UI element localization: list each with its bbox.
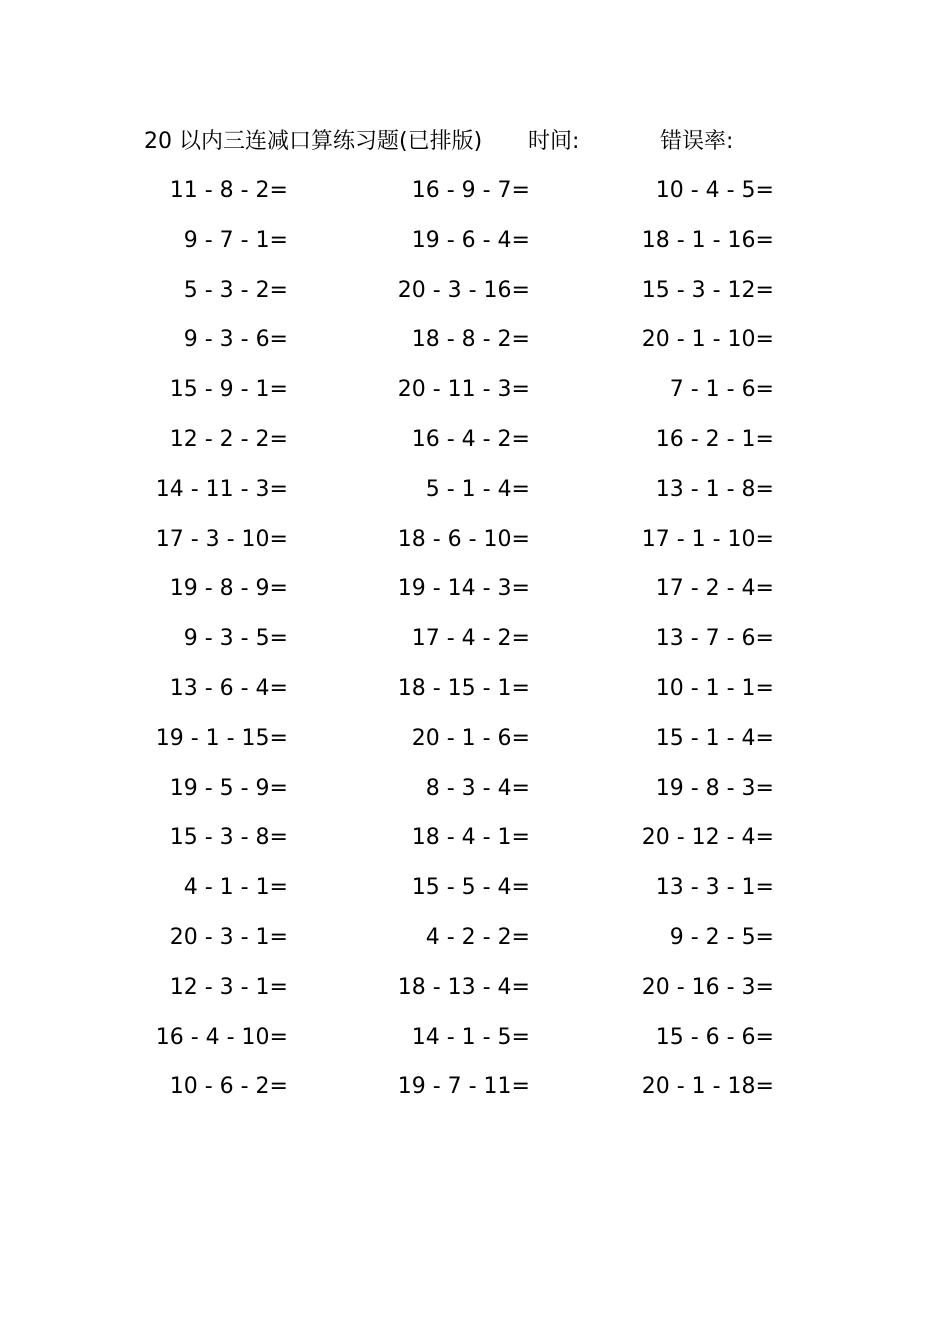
problem-cell: 18 - 13 - 4= — [397, 974, 530, 1000]
problem-row — [0, 666, 950, 716]
problem-cell: 19 - 6 - 4= — [411, 227, 530, 253]
error-rate-label: 错误率: — [660, 129, 734, 154]
problem-cell: 4 - 2 - 2= — [425, 924, 530, 950]
problem-cell: 18 - 1 - 16= — [641, 227, 774, 253]
problem-cell: 16 - 4 - 10= — [155, 1024, 288, 1050]
problem-cell: 10 - 6 - 2= — [169, 1074, 288, 1100]
problem-row — [0, 517, 950, 567]
problem-cell: 19 - 14 - 3= — [397, 576, 530, 602]
problem-cell: 17 - 4 - 2= — [411, 626, 530, 652]
problem-row — [0, 716, 950, 766]
problem-row — [0, 268, 950, 318]
problem-cell: 19 - 5 - 9= — [169, 775, 288, 801]
problem-cell: 7 - 1 - 6= — [669, 377, 774, 403]
problem-grid — [0, 168, 950, 1114]
problem-cell: 9 - 7 - 1= — [183, 227, 288, 253]
problem-cell: 20 - 3 - 1= — [169, 924, 288, 950]
problem-cell: 19 - 1 - 15= — [155, 725, 288, 751]
problem-cell: 16 - 9 - 7= — [411, 178, 530, 203]
problem-cell: 9 - 3 - 6= — [183, 327, 288, 353]
problem-cell: 19 - 8 - 9= — [169, 576, 288, 602]
problem-cell: 20 - 1 - 10= — [641, 327, 774, 353]
problem-row — [0, 168, 950, 218]
problem-cell: 16 - 2 - 1= — [655, 426, 774, 452]
problem-cell: 10 - 4 - 5= — [655, 178, 774, 203]
problem-cell: 15 - 6 - 6= — [655, 1024, 774, 1050]
problem-cell: 18 - 6 - 10= — [397, 526, 530, 552]
problem-cell: 5 - 3 - 2= — [183, 277, 288, 303]
problem-cell: 20 - 11 - 3= — [397, 377, 530, 403]
problem-cell: 11 - 8 - 2= — [169, 178, 288, 203]
problem-cell: 9 - 2 - 5= — [669, 924, 774, 950]
problem-cell: 20 - 1 - 6= — [411, 725, 530, 751]
problem-row — [0, 1064, 950, 1114]
problem-row — [0, 915, 950, 965]
problem-cell: 19 - 7 - 11= — [397, 1074, 530, 1100]
problem-row — [0, 367, 950, 417]
problem-row — [0, 317, 950, 367]
problem-cell: 15 - 3 - 12= — [641, 277, 774, 303]
problem-cell: 20 - 3 - 16= — [397, 277, 530, 303]
problem-cell: 17 - 1 - 10= — [641, 526, 774, 552]
problem-cell: 9 - 3 - 5= — [183, 626, 288, 652]
problem-row — [0, 616, 950, 666]
problem-row — [0, 965, 950, 1015]
problem-cell: 12 - 2 - 2= — [169, 426, 288, 452]
problem-row — [0, 865, 950, 915]
problem-cell: 8 - 3 - 4= — [425, 775, 530, 801]
problem-cell: 18 - 8 - 2= — [411, 327, 530, 353]
problem-cell: 20 - 1 - 18= — [641, 1074, 774, 1100]
problem-cell: 18 - 4 - 1= — [411, 825, 530, 851]
problem-cell: 13 - 6 - 4= — [169, 675, 288, 701]
problem-cell: 13 - 1 - 8= — [655, 476, 774, 502]
problem-cell: 12 - 3 - 1= — [169, 974, 288, 1000]
worksheet-title: 20 以内三连减口算练习题(已排版) — [144, 129, 483, 154]
problem-cell: 14 - 11 - 3= — [155, 476, 288, 502]
problem-cell: 4 - 1 - 1= — [183, 875, 288, 901]
problem-cell: 15 - 5 - 4= — [411, 875, 530, 901]
problem-row — [0, 218, 950, 268]
problem-cell: 18 - 15 - 1= — [397, 675, 530, 701]
time-label: 时间: — [528, 129, 580, 154]
problem-cell: 17 - 2 - 4= — [655, 576, 774, 602]
problem-cell: 13 - 7 - 6= — [655, 626, 774, 652]
problem-cell: 15 - 3 - 8= — [169, 825, 288, 851]
problem-row — [0, 467, 950, 517]
problem-cell: 14 - 1 - 5= — [411, 1024, 530, 1050]
problem-cell: 20 - 16 - 3= — [641, 974, 774, 1000]
problem-cell: 17 - 3 - 10= — [155, 526, 288, 552]
problem-cell: 5 - 1 - 4= — [425, 476, 530, 502]
problem-cell: 19 - 8 - 3= — [655, 775, 774, 801]
problem-cell: 13 - 3 - 1= — [655, 875, 774, 901]
problem-row — [0, 417, 950, 467]
problem-cell: 15 - 9 - 1= — [169, 377, 288, 403]
problem-row — [0, 1015, 950, 1065]
problem-cell: 10 - 1 - 1= — [655, 675, 774, 701]
problem-cell: 16 - 4 - 2= — [411, 426, 530, 452]
problem-cell: 20 - 12 - 4= — [641, 825, 774, 851]
problem-cell: 15 - 1 - 4= — [655, 725, 774, 751]
problem-row — [0, 766, 950, 816]
worksheet-header — [144, 124, 864, 160]
problem-row — [0, 815, 950, 865]
problem-row — [0, 566, 950, 616]
